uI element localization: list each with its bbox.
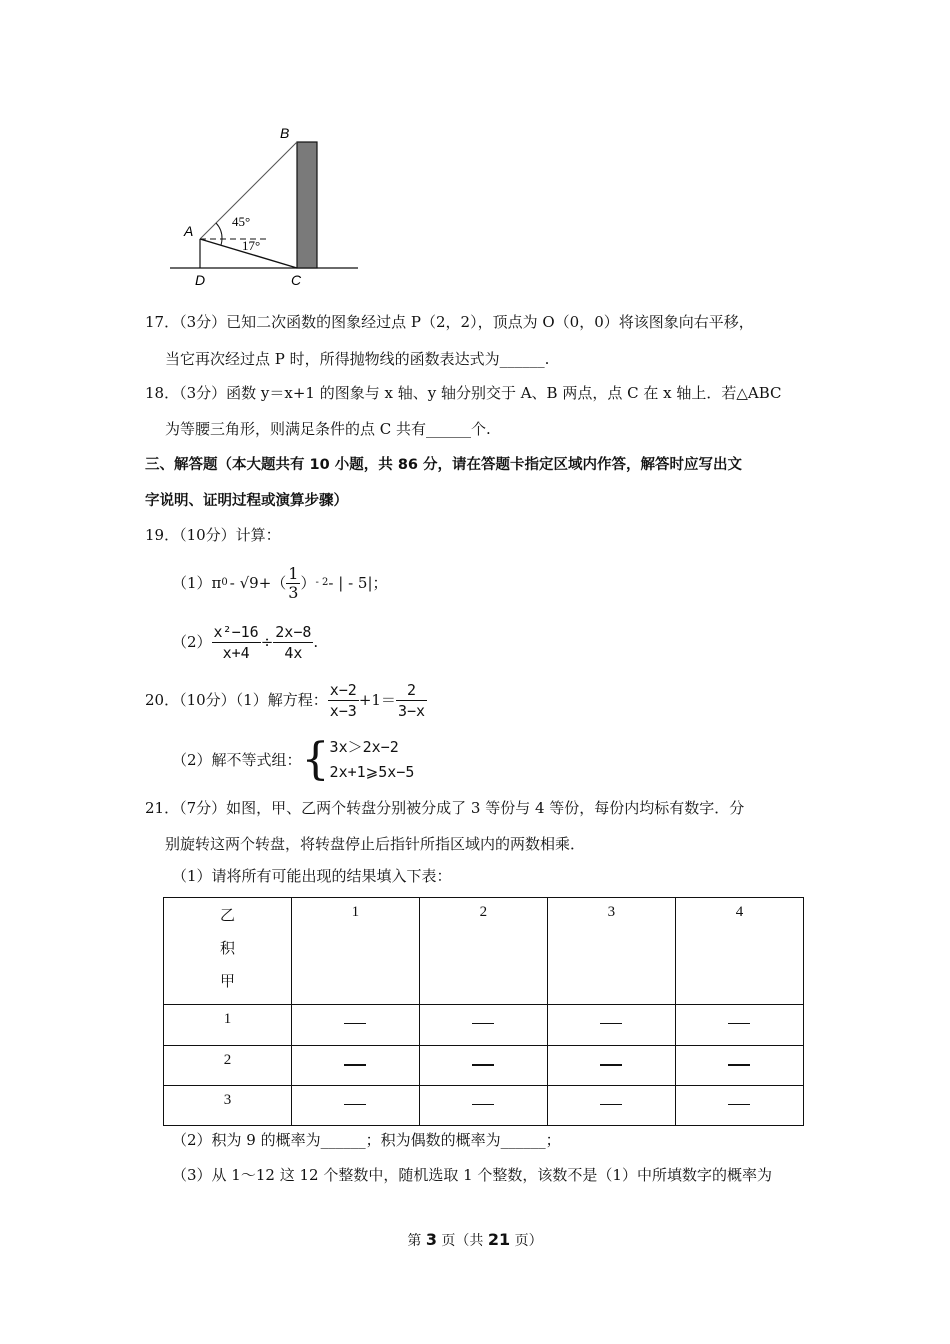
- q20-p2-prefix: （2）解不等式组：: [172, 751, 302, 769]
- footer-page: 3: [425, 1230, 437, 1249]
- page-footer: [0, 1230, 950, 1251]
- blank-dash: [600, 1104, 622, 1105]
- q19-p1-prefix: （1）π: [172, 574, 222, 592]
- q19-p2-end: .: [313, 633, 319, 651]
- q21-line4: （2）积为 9 的概率为______；积为偶数的概率为______；: [172, 1131, 561, 1149]
- label-C: C: [291, 272, 302, 288]
- blank-dash: [472, 1104, 494, 1105]
- table-header-row: [164, 898, 804, 1005]
- q17-line2: 当它再次经过点 P 时，所得抛物线的函数表达式为______.: [165, 350, 550, 368]
- q20-p1-mid: +1＝: [358, 691, 396, 709]
- blank-dash: [728, 1023, 750, 1024]
- q19-part2: [172, 620, 318, 664]
- table-row: [164, 1005, 804, 1046]
- q20-p1-fraction1: [328, 680, 359, 721]
- q19-p2-den2: 4x: [284, 643, 303, 662]
- blank-dash: [472, 1064, 494, 1066]
- table-row-header: 2: [164, 1046, 292, 1086]
- table-row: [164, 1046, 804, 1086]
- section3-heading-line1: 三、解答题（本大题共有 10 小题，共 86 分，请在答题卡指定区域内作答，解答时应写出文: [145, 457, 743, 473]
- corner-ji: 积: [219, 941, 235, 957]
- brace-icon: {: [301, 734, 330, 785]
- q19-p2-den1: x+4: [222, 643, 250, 662]
- table-row: [164, 1086, 804, 1126]
- label-A: A: [184, 223, 194, 239]
- table-col-header: 2: [419, 898, 547, 1005]
- table-corner-cell: [164, 898, 292, 1005]
- table-cell-blank[interactable]: [547, 1086, 675, 1126]
- q20-ineq1: 3x＞2x−2: [329, 738, 399, 756]
- q19-p2-div: ÷: [260, 633, 274, 651]
- q21-line3: （1）请将所有可能出现的结果填入下表：: [172, 867, 452, 885]
- q19-p2-prefix: （2）: [172, 633, 212, 651]
- footer-pre: 第: [407, 1233, 426, 1249]
- table-cell-blank[interactable]: [419, 1046, 547, 1086]
- q21-line2: 别旋转这两个转盘，将转盘停止后指针所指区域内的两数相乘．: [165, 835, 586, 853]
- q20-p1-den1: x−3: [329, 701, 357, 720]
- building: [297, 142, 317, 268]
- q19-p2-fraction2: [273, 622, 313, 663]
- table-col-header: 3: [547, 898, 675, 1005]
- q19-p1-zero-exp: 0: [221, 577, 228, 588]
- q20-p1-fraction2: [396, 680, 427, 721]
- product-table: [163, 897, 804, 1126]
- q19-part1: [172, 563, 388, 603]
- q19-p1-fraction: [286, 565, 300, 602]
- q19-p1-close: ）: [300, 574, 316, 592]
- q20-part2: [172, 735, 414, 785]
- q19-p1-tail: - | - 5|；: [328, 574, 388, 592]
- blank-dash: [472, 1023, 494, 1024]
- table-cell-blank[interactable]: [419, 1086, 547, 1126]
- angle-arc-upper: [216, 223, 222, 239]
- blank-dash: [600, 1023, 622, 1024]
- table-cell-blank[interactable]: [419, 1005, 547, 1046]
- q20-p1-num1: x−2: [329, 680, 357, 699]
- q21-line5: （3）从 1～12 这 12 个整数中，随机选取 1 个整数，该数不是（1）中所填数字的概率为: [172, 1166, 772, 1184]
- corner-jia: 甲: [219, 974, 235, 990]
- corner-yi: 乙: [219, 908, 235, 924]
- table-cell-blank[interactable]: [675, 1086, 803, 1126]
- blank-dash: [600, 1064, 622, 1066]
- q20-p1-num2: 2: [396, 680, 427, 701]
- label-D: D: [195, 272, 206, 288]
- q19-p2-fraction1: [212, 622, 261, 663]
- angle-arc-lower: [221, 239, 222, 245]
- blank-dash: [728, 1104, 750, 1105]
- q19-p1-num: 1: [288, 563, 299, 583]
- footer-mid: 页（共: [436, 1233, 488, 1249]
- q20-ineq2: 2x+1⩾5x−5: [329, 763, 415, 781]
- table-cell-blank[interactable]: [291, 1005, 419, 1046]
- table-cell-blank[interactable]: [547, 1046, 675, 1086]
- footer-post: 页）: [510, 1233, 543, 1249]
- table-row-header: 1: [164, 1005, 292, 1046]
- blank-dash: [344, 1064, 366, 1066]
- q19-p1-minus: - √9+（: [229, 574, 287, 592]
- blank-dash: [344, 1104, 366, 1105]
- table-cell-blank[interactable]: [547, 1005, 675, 1046]
- q20-inequalities: [330, 735, 415, 785]
- table-cell-blank[interactable]: [291, 1086, 419, 1126]
- footer-total: 21: [487, 1230, 511, 1249]
- q19-p2-num2: 2x−8: [275, 622, 312, 641]
- section3-heading-line2: 字说明、证明过程或演算步骤）: [145, 493, 348, 509]
- q21-line1: 21．（7分）如图，甲、乙两个转盘分别被分成了 3 等份与 4 等份，每份内均标有数字．分: [145, 799, 745, 817]
- table-row-header: 3: [164, 1086, 292, 1126]
- angle-17-label: 17°: [242, 238, 261, 253]
- q19-p2-num1: x²−16: [213, 622, 259, 641]
- angle-45-label: 45°: [232, 214, 251, 229]
- q19-heading: 19．（10分）计算：: [145, 526, 281, 544]
- table-cell-blank[interactable]: [675, 1005, 803, 1046]
- q19-p1-exp: - 2: [315, 577, 329, 588]
- table-cell-blank[interactable]: [675, 1046, 803, 1086]
- table-col-header: 1: [291, 898, 419, 1005]
- q20-heading: 20．（10分）（1）解方程：: [145, 691, 328, 709]
- q18-line1: 18．（3分）函数 y＝x+1 的图象与 x 轴、y 轴分别交于 A、B 两点，点 C 在 x 轴上．若△ABC: [145, 384, 782, 402]
- q18-line2: 为等腰三角形，则满足条件的点 C 共有______个.: [165, 420, 491, 438]
- q17-line1: 17．（3分）已知二次函数的图象经过点 P（2，2），顶点为 O（0，0）将该图象向右平移，: [145, 313, 754, 331]
- geometry-figure: [160, 118, 370, 294]
- table-col-header: 4: [675, 898, 803, 1005]
- label-B: B: [280, 125, 290, 141]
- q20-part1: [145, 678, 427, 722]
- table-cell-blank[interactable]: [291, 1046, 419, 1086]
- q20-p1-den2: 3−x: [397, 701, 426, 720]
- q19-p1-den: 3: [288, 582, 299, 602]
- blank-dash: [728, 1064, 750, 1066]
- blank-dash: [344, 1023, 366, 1024]
